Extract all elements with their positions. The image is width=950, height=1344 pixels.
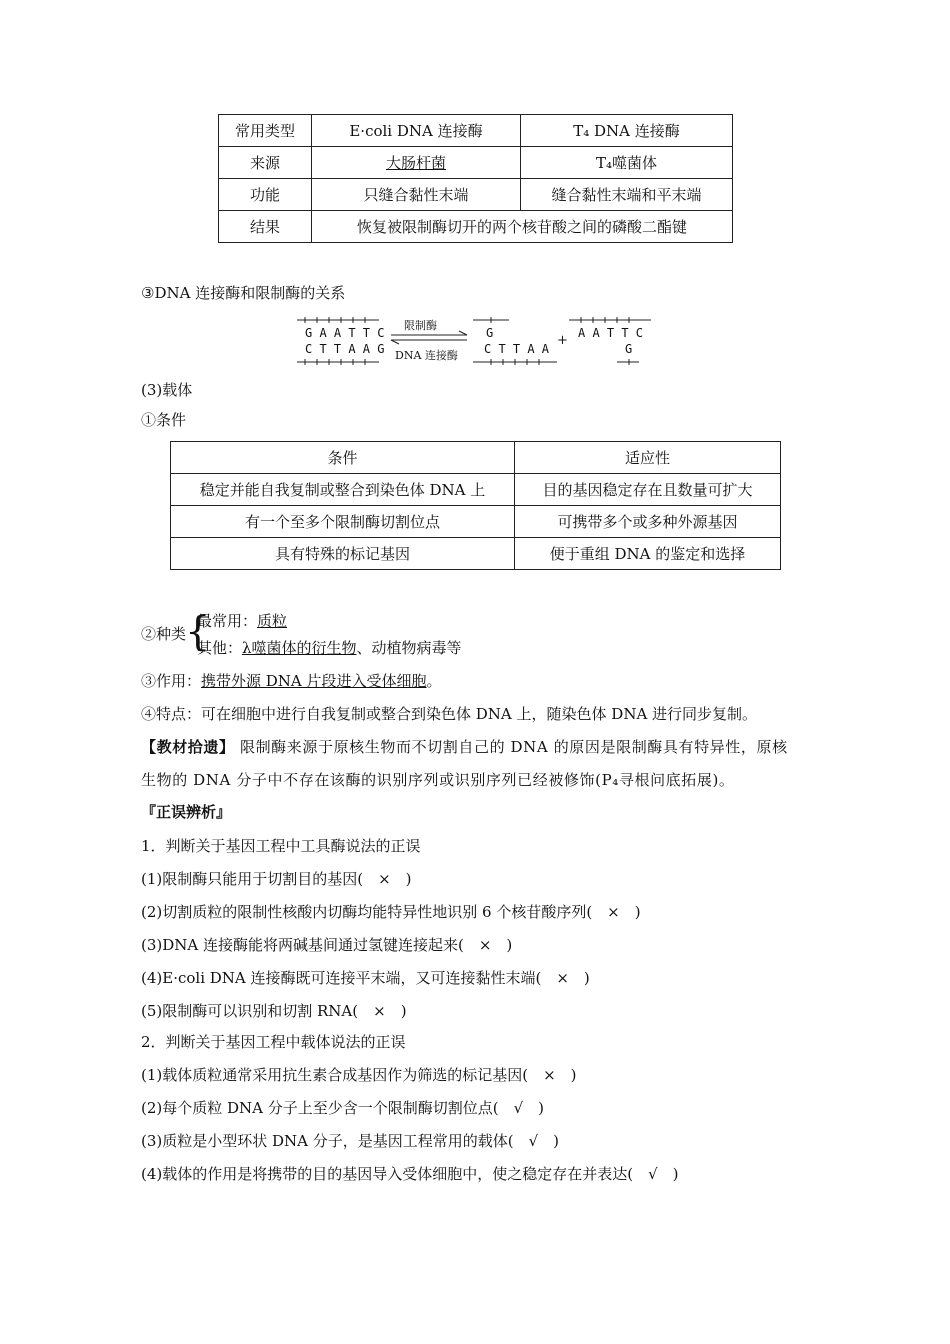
table-row bbox=[219, 211, 733, 243]
table-cell: 功能 bbox=[219, 179, 312, 211]
question-item: (2)切割质粒的限制性核酸内切酶均能特异性地识别 6 个核苷酸序列( × ) bbox=[141, 903, 641, 921]
question-item: (3)质粒是小型环状 DNA 分子，是基因工程常用的载体( √ ) bbox=[141, 1132, 560, 1150]
table-row bbox=[171, 442, 781, 474]
question-item: (5)限制酶可以识别和切割 RNA( × ) bbox=[141, 1002, 407, 1020]
types-label: ②种类 bbox=[141, 625, 187, 643]
function-line bbox=[141, 671, 442, 691]
textbook-note-text1: 限制酶来源于原核生物而不切割自己的 DNA 的原因是限制酶具有特异性，原核 bbox=[239, 738, 788, 756]
table-row bbox=[171, 506, 781, 538]
left-bottom-seq: C T T A A G bbox=[305, 342, 385, 356]
table-header-cell: T₄ DNA 连接酶 bbox=[521, 115, 733, 147]
table-cell: 结果 bbox=[219, 211, 312, 243]
function-value: 携带外源 DNA 片段进入受体细胞 bbox=[201, 672, 427, 690]
arrow-top-label: 限制酶 bbox=[404, 319, 437, 332]
types-other-prefix: 其他： bbox=[197, 639, 243, 657]
mid-top-seq: G bbox=[486, 326, 494, 340]
types-common bbox=[197, 611, 287, 631]
table-cell: 稳定并能自我复制或整合到染色体 DNA 上 bbox=[171, 474, 515, 506]
table-row bbox=[171, 538, 781, 570]
types-common-value: 质粒 bbox=[257, 612, 288, 630]
left-top-seq: G A A T T C bbox=[305, 326, 385, 340]
question-item: (3)DNA 连接酶能将两碱基间通过氢键连接起来( × ) bbox=[141, 936, 513, 954]
condition-table bbox=[170, 441, 781, 570]
textbook-note-line1 bbox=[141, 737, 788, 757]
relation-title: ③DNA 连接酶和限制酶的关系 bbox=[141, 284, 346, 302]
table-cell: 可携带多个或多种外源基因 bbox=[515, 506, 781, 538]
table-header-cell: 条件 bbox=[171, 442, 515, 474]
table-cell: 只缝合黏性末端 bbox=[312, 179, 521, 211]
condition-title: ①条件 bbox=[141, 411, 187, 429]
table-cell: 有一个至多个限制酶切割位点 bbox=[171, 506, 515, 538]
function-prefix: ③作用： bbox=[141, 672, 202, 690]
table-cell: 大肠杆菌 bbox=[312, 147, 521, 179]
function-suffix: 。 bbox=[426, 672, 442, 690]
table-header-cell: 适应性 bbox=[515, 442, 781, 474]
textbook-note-label: 【教材拾遗】 bbox=[141, 738, 235, 756]
textbook-note-line2: 生物的 DNA 分子中不存在该酶的识别序列或识别序列已经被修饰(P₄寻根问底拓展)。 bbox=[141, 771, 735, 789]
table-cell: 目的基因稳定存在且数量可扩大 bbox=[515, 474, 781, 506]
brace-icon: { bbox=[185, 609, 211, 655]
table-cell: 缝合黏性末端和平末端 bbox=[521, 179, 733, 211]
table-row bbox=[219, 147, 733, 179]
question-item: 2．判断关于基因工程中载体说法的正误 bbox=[141, 1033, 406, 1051]
mid-bottom-seq: C T T A A bbox=[484, 342, 550, 356]
question-item: (1)载体质粒通常采用抗生素合成基因作为筛选的标记基因( × ) bbox=[141, 1066, 577, 1084]
section-heading: 『正误辨析』 bbox=[141, 803, 232, 821]
types-other bbox=[197, 638, 462, 658]
table-cell: 具有特殊的标记基因 bbox=[171, 538, 515, 570]
table-row bbox=[219, 179, 733, 211]
table-header-cell: 常用类型 bbox=[219, 115, 312, 147]
right-bottom-seq: G bbox=[625, 342, 633, 356]
right-top-seq: A A T T C bbox=[578, 326, 644, 340]
types-common-prefix: 最常用： bbox=[197, 612, 258, 630]
enzyme-table bbox=[218, 114, 733, 243]
plus-sign: + bbox=[557, 333, 568, 348]
question-item: (4)E·coli DNA 连接酶既可连接平末端，又可连接黏性末端( × ) bbox=[141, 969, 590, 987]
arrow-bottom-label: DNA 连接酶 bbox=[395, 349, 458, 362]
table-cell: T₄噬菌体 bbox=[521, 147, 733, 179]
table-cell: 来源 bbox=[219, 147, 312, 179]
types-other-value: λ噬菌体的衍生物 bbox=[242, 639, 357, 657]
table-row bbox=[219, 115, 733, 147]
vector-title: (3)载体 bbox=[141, 381, 193, 399]
feature-line: ④特点：可在细胞中进行自我复制或整合到染色体 DNA 上，随染色体 DNA 进行同步复制。 bbox=[141, 705, 758, 723]
diagram-lines bbox=[295, 313, 655, 369]
question-item: (1)限制酶只能用于切割目的基因( × ) bbox=[141, 870, 412, 888]
table-cell: 恢复被限制酶切开的两个核苷酸之间的磷酸二酯键 bbox=[312, 211, 733, 243]
question-item: (2)每个质粒 DNA 分子上至少含一个限制酶切割位点( √ ) bbox=[141, 1099, 545, 1117]
question-item: 1．判断关于基因工程中工具酶说法的正误 bbox=[141, 837, 421, 855]
question-item: (4)载体的作用是将携带的目的基因导入受体细胞中，使之稳定存在并表达( √ ) bbox=[141, 1165, 679, 1183]
table-header-cell: E·coli DNA 连接酶 bbox=[312, 115, 521, 147]
table-cell: 便于重组 DNA 的鉴定和选择 bbox=[515, 538, 781, 570]
types-other-rest: 、动植物病毒等 bbox=[356, 639, 462, 657]
table-row bbox=[171, 474, 781, 506]
